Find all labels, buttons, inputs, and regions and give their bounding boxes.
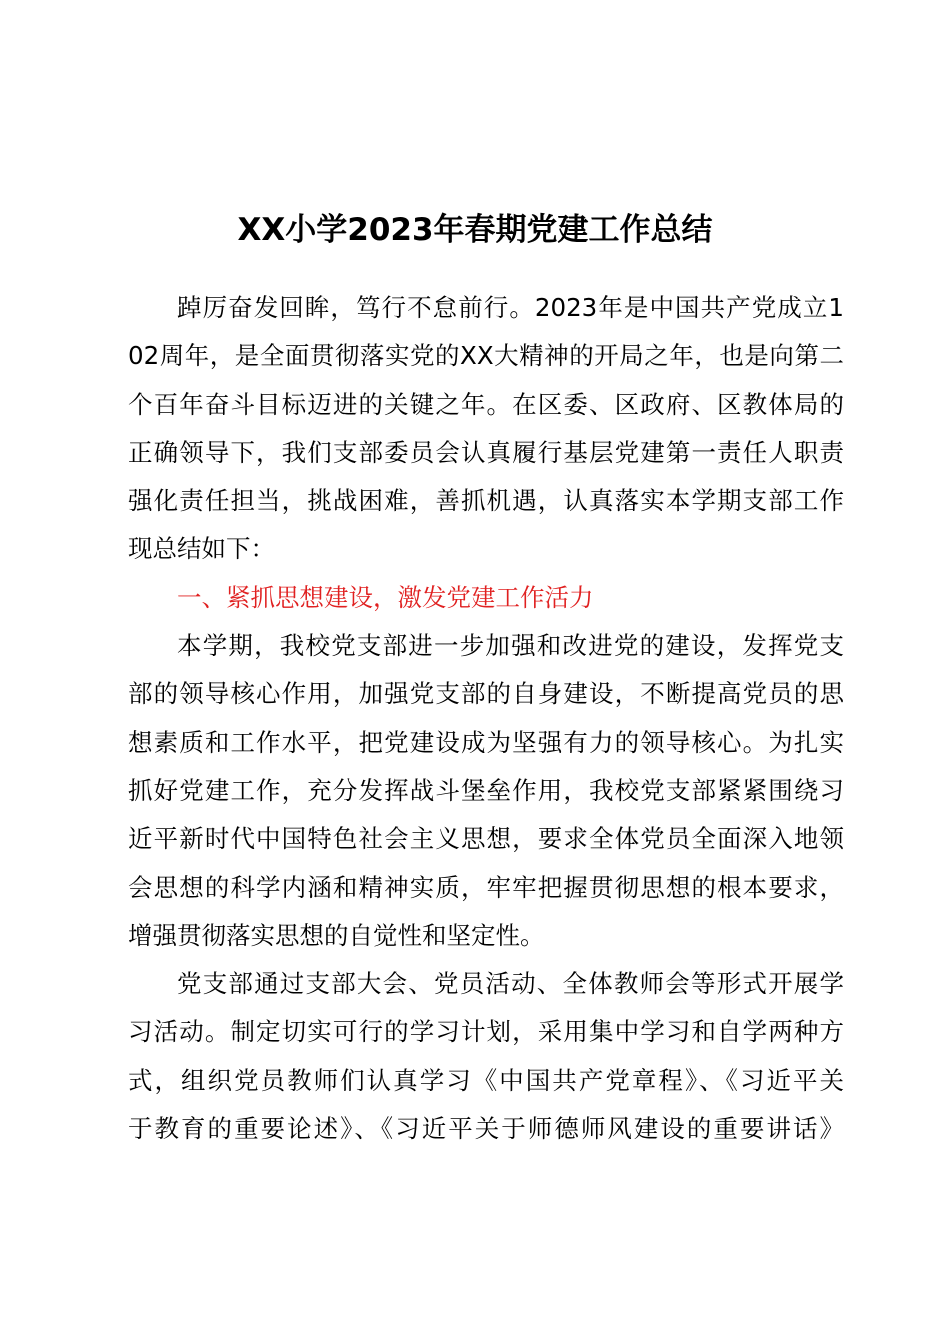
paragraph-line: 会思想的科学内涵和精神实质，牢牢把握贯彻思想的根本要求， bbox=[128, 872, 844, 902]
paragraph-line: 于教育的重要论述》、《习近平关于师德师风建设的重要讲话》 bbox=[128, 1114, 844, 1144]
paragraph-line: 抓好党建工作，充分发挥战斗堡垒作用，我校党支部紧紧围绕习 bbox=[128, 775, 844, 805]
paragraph-intro bbox=[128, 284, 844, 574]
paragraph-line: 近平新时代中国特色社会主义思想，要求全体党员全面深入地领 bbox=[128, 824, 844, 854]
paragraph-line: 踔厉奋发回眸，笃行不怠前行。2023年是中国共产党成立1 bbox=[177, 293, 844, 322]
document-title: XX小学2023年春期党建工作总结 bbox=[237, 212, 713, 248]
paragraph-line: 02周年，是全面贯彻落实党的XX大精神的开局之年，也是向第二 bbox=[128, 341, 844, 371]
paragraph-line: 党支部通过支部大会、党员活动、全体教师会等形式开展学 bbox=[177, 969, 844, 999]
paragraph-line: 正确领导下，我们支部委员会认真履行基层党建第一责任人职责 bbox=[128, 437, 844, 467]
document-body bbox=[128, 284, 844, 1153]
section-heading: 一、紧抓思想建设，激发党建工作活力 bbox=[177, 582, 594, 612]
paragraph-line: 想素质和工作水平，把党建设成为坚强有力的领导核心。为扎实 bbox=[128, 727, 844, 757]
paragraph-line: 强化责任担当，挑战困难，善抓机遇，认真落实本学期支部工作 bbox=[128, 486, 844, 516]
paragraph-line: 增强贯彻落实思想的自觉性和坚定性。 bbox=[128, 920, 545, 950]
paragraph-line: 个百年奋斗目标迈进的关键之年。在区委、区政府、区教体局的 bbox=[128, 389, 844, 419]
paragraph-line: 现总结如下： bbox=[128, 534, 275, 564]
paragraph-study-activities bbox=[128, 960, 844, 1153]
paragraph-line: 本学期，我校党支部进一步加强和改进党的建设，发挥党支 bbox=[177, 631, 844, 661]
paragraph-line: 式，组织党员教师们认真学习《中国共产党章程》、《习近平关 bbox=[128, 1065, 844, 1095]
paragraph-thought-building bbox=[128, 622, 844, 960]
paragraph-line: 部的领导核心作用，加强党支部的自身建设，不断提高党员的思 bbox=[128, 679, 844, 709]
paragraph-line: 习活动。制定切实可行的学习计划，采用集中学习和自学两种方 bbox=[128, 1017, 844, 1047]
